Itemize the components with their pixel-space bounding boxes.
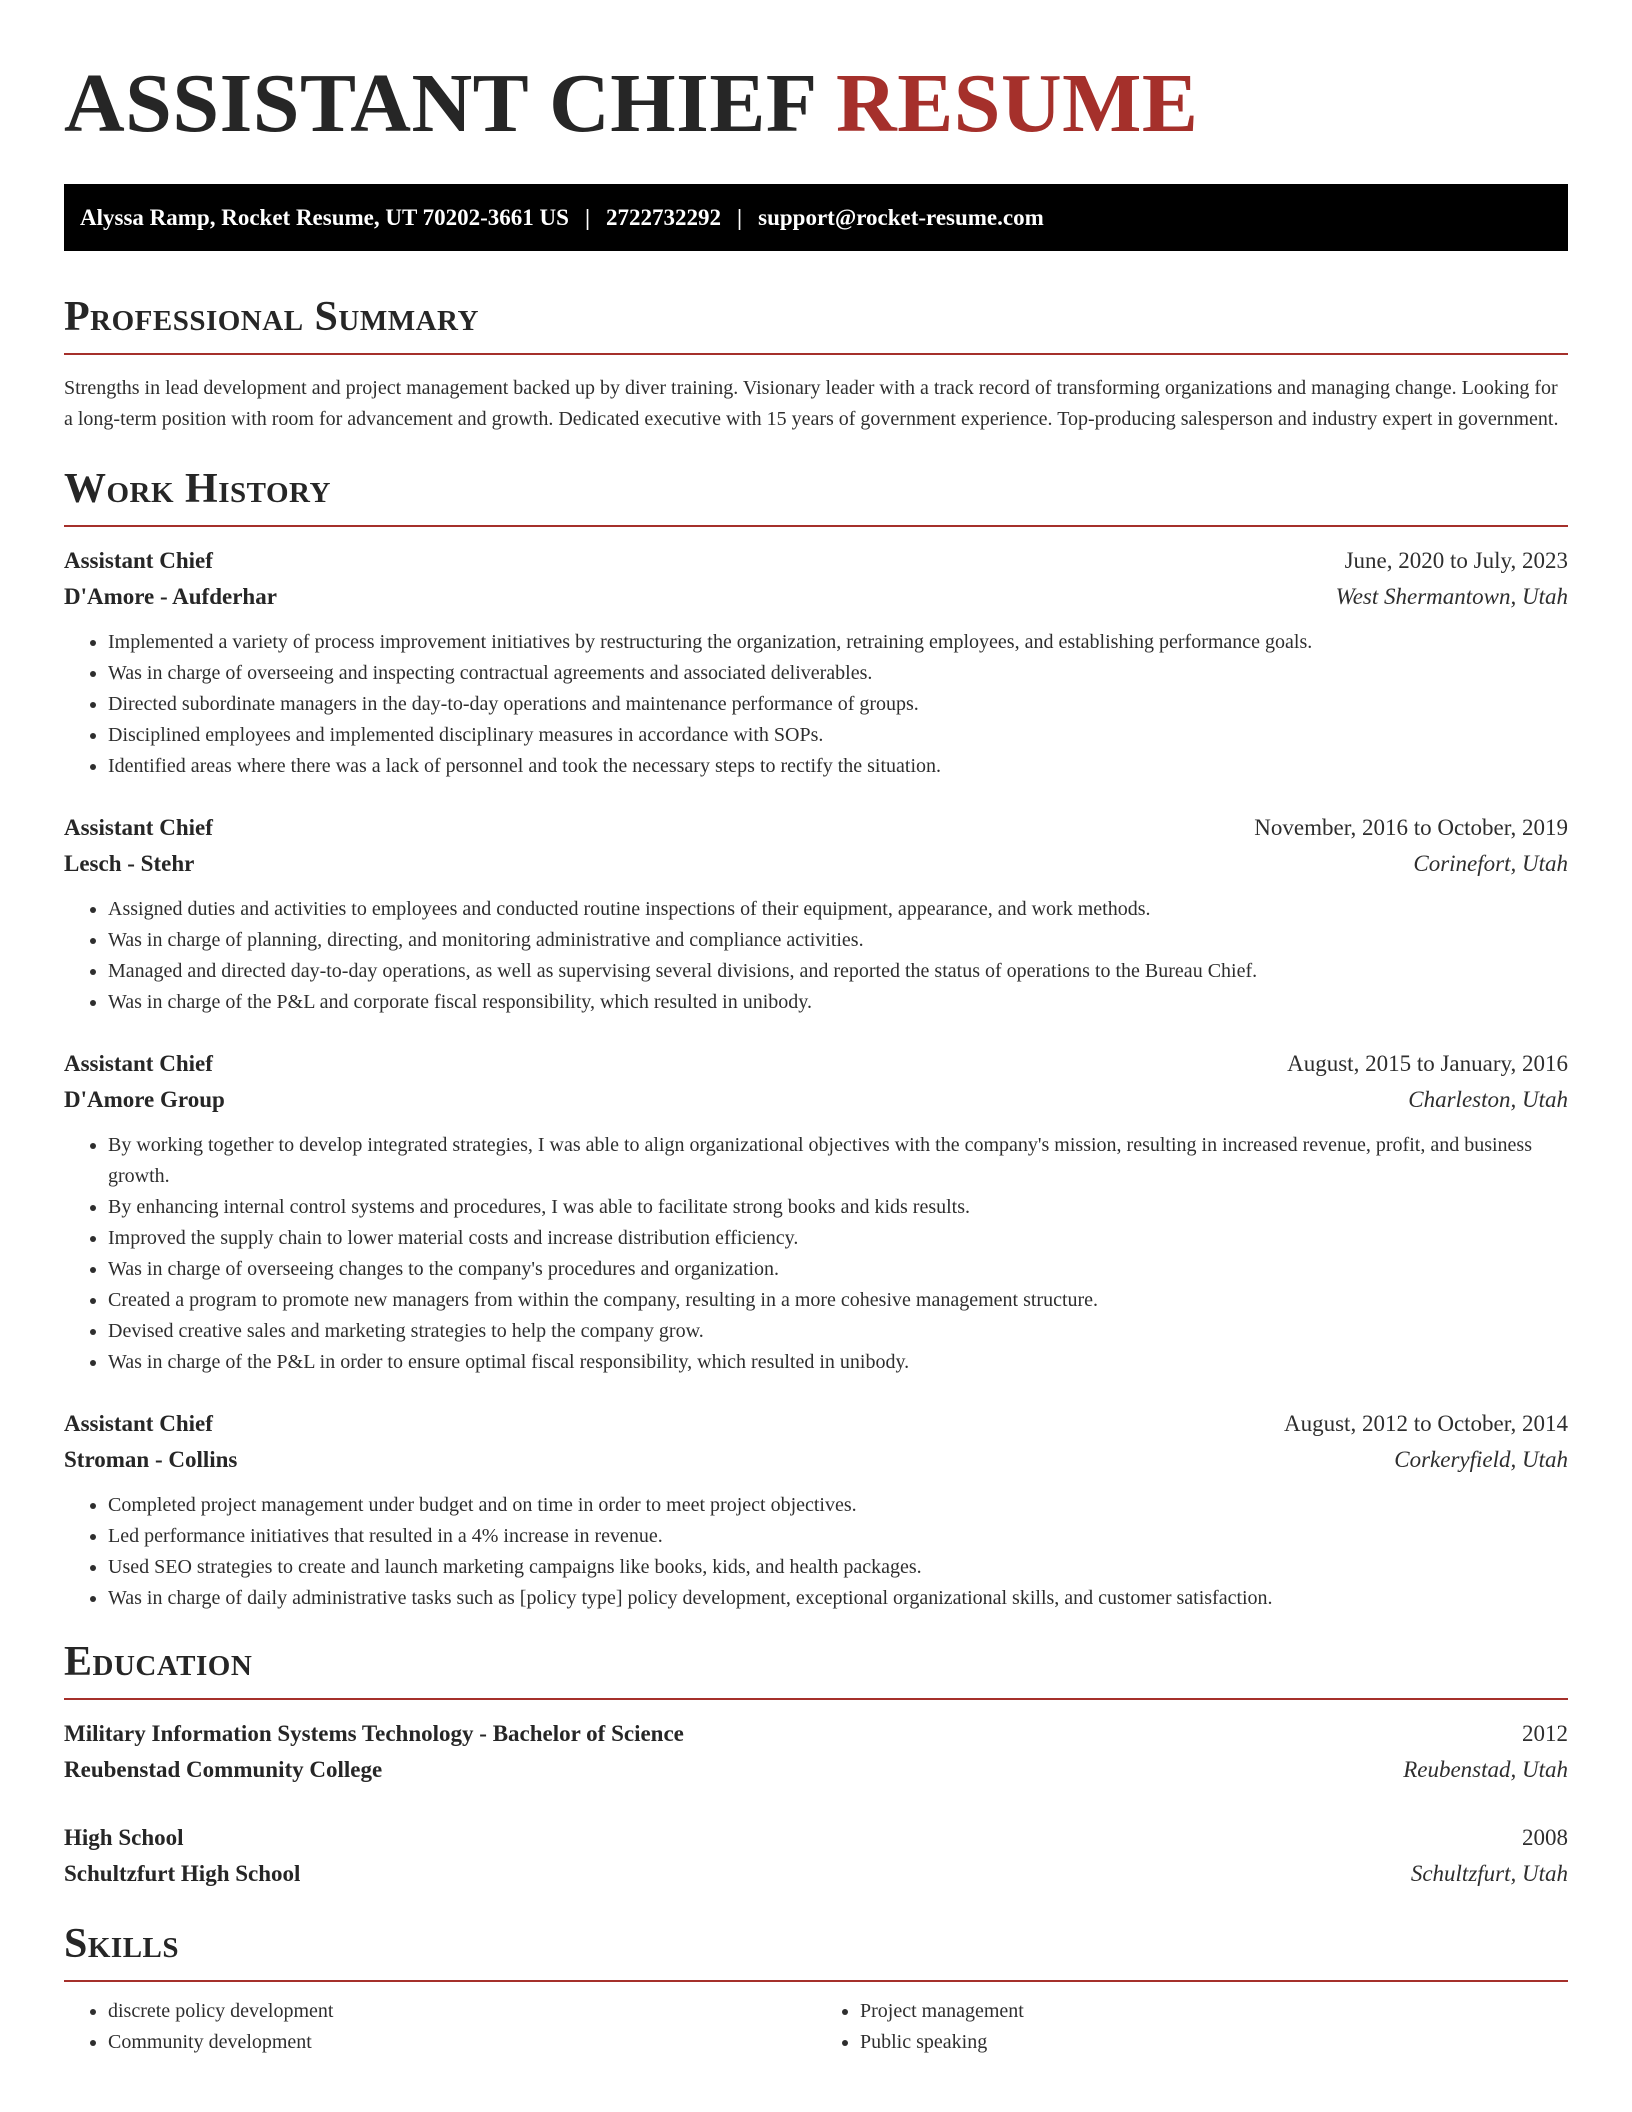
education-entry bbox=[64, 1820, 1568, 1892]
education-section bbox=[64, 1636, 1568, 1892]
skills-column-right bbox=[816, 1996, 1568, 2058]
job-title: Assistant Chief bbox=[64, 548, 213, 573]
work-history-section bbox=[64, 463, 1568, 1614]
job-bullets bbox=[64, 627, 1568, 782]
skills-column-left bbox=[64, 1996, 816, 2058]
education-degree-row bbox=[64, 1716, 1568, 1752]
job-bullet: • Assigned duties and activities to employees and conducted routine inspections of their equipment, appearance, and work methods. bbox=[108, 894, 1568, 925]
job-bullets bbox=[64, 1490, 1568, 1614]
job-location: Charleston, Utah bbox=[1408, 1087, 1568, 1112]
job-bullet: • Was in charge of planning, directing, and monitoring administrative and compliance activities. bbox=[108, 925, 1568, 956]
education-year: 2012 bbox=[1522, 1721, 1568, 1746]
job-header-row bbox=[64, 543, 1568, 579]
document-title bbox=[64, 54, 1568, 154]
education-school-row bbox=[64, 1856, 1568, 1892]
job-bullet: • Was in charge of daily administrative tasks such as [policy type] policy development, exceptional organizational skills, and customer satisfaction. bbox=[108, 1583, 1568, 1614]
contact-email: support@rocket-resume.com bbox=[758, 204, 1044, 230]
job-bullet: • Completed project management under budget and on time in order to meet project objectives. bbox=[108, 1490, 1568, 1521]
section-divider bbox=[64, 353, 1568, 355]
section-heading-summary: Professional Summary bbox=[64, 294, 479, 340]
job-company-row bbox=[64, 846, 1568, 882]
job-bullet: • Implemented a variety of process improvement initiatives by restructuring the organization, retraining employees, and establishing performance goals. bbox=[108, 627, 1568, 658]
summary-text: Strengths in lead development and project management backed up by diver training. Visionary leader with a track record of transforming organizations and managing change. Looking for a long-term position with room for advancement and growth. Dedicated executive with 15 years of government experience. Top-producing salesperson and industry expert in government. bbox=[64, 377, 1559, 430]
education-degree-row bbox=[64, 1820, 1568, 1856]
job-bullet: • Led performance initiatives that resulted in a 4% increase in revenue. bbox=[108, 1521, 1568, 1552]
section-divider bbox=[64, 1980, 1568, 1982]
job-entry bbox=[64, 810, 1568, 1018]
job-dates: August, 2015 to January, 2016 bbox=[1287, 1051, 1568, 1076]
job-company: D'Amore Group bbox=[64, 1087, 225, 1112]
contact-phone: 2722732292 bbox=[606, 204, 722, 230]
job-bullets bbox=[64, 894, 1568, 1018]
section-divider bbox=[64, 525, 1568, 527]
job-location: Corkeryfield, Utah bbox=[1394, 1447, 1568, 1472]
job-header-row bbox=[64, 810, 1568, 846]
skill-item: • Community development bbox=[108, 2027, 816, 2058]
job-company-row bbox=[64, 1442, 1568, 1478]
education-school-row bbox=[64, 1752, 1568, 1788]
education-degree: Military Information Systems Technology - Bachelor of Science bbox=[64, 1721, 684, 1746]
job-bullet: • Devised creative sales and marketing strategies to help the company grow. bbox=[108, 1316, 1568, 1347]
section-heading-education: Education bbox=[64, 1639, 253, 1685]
job-title: Assistant Chief bbox=[64, 1411, 213, 1436]
job-title: Assistant Chief bbox=[64, 1051, 213, 1076]
education-location: Schultzfurt, Utah bbox=[1410, 1861, 1568, 1886]
job-company-row bbox=[64, 1082, 1568, 1118]
contact-separator: | bbox=[584, 204, 591, 230]
job-bullet: • Improved the supply chain to lower material costs and increase distribution efficiency. bbox=[108, 1223, 1568, 1254]
job-company: Lesch - Stehr bbox=[64, 851, 195, 876]
summary-section bbox=[64, 291, 1568, 435]
title-main: ASSISTANT CHIEF bbox=[64, 57, 815, 150]
education-school: Schultzfurt High School bbox=[64, 1861, 301, 1886]
job-bullet: • Disciplined employees and implemented disciplinary measures in accordance with SOPs. bbox=[108, 720, 1568, 751]
job-location: West Shermantown, Utah bbox=[1335, 584, 1568, 609]
job-bullets bbox=[64, 1130, 1568, 1378]
job-bullet: • Identified areas where there was a lack of personnel and took the necessary steps to rectify the situation. bbox=[108, 751, 1568, 782]
job-bullet: • Directed subordinate managers in the day-to-day operations and maintenance performance of groups. bbox=[108, 689, 1568, 720]
contact-separator: | bbox=[737, 204, 743, 230]
education-year: 2008 bbox=[1522, 1825, 1568, 1850]
job-bullet: • By working together to develop integrated strategies, I was able to align organizational objectives with the company's mission, resulting in increased revenue, profit, and business growth. bbox=[108, 1130, 1568, 1192]
section-divider bbox=[64, 1698, 1568, 1700]
education-entry bbox=[64, 1716, 1568, 1788]
education-school: Reubenstad Community College bbox=[64, 1757, 383, 1782]
education-degree: High School bbox=[64, 1825, 184, 1850]
job-title: Assistant Chief bbox=[64, 815, 213, 840]
job-bullet: • Was in charge of the P&L and corporate fiscal responsibility, which resulted in unibody. bbox=[108, 987, 1568, 1018]
job-bullet: • Managed and directed day-to-day operations, as well as supervising several divisions, and reported the status of operations to the Bureau Chief. bbox=[108, 956, 1568, 987]
job-header-row bbox=[64, 1406, 1568, 1442]
job-entry bbox=[64, 543, 1568, 782]
contact-address: Alyssa Ramp, Rocket Resume, UT 70202-3661 US bbox=[80, 204, 569, 230]
job-company-row bbox=[64, 579, 1568, 615]
job-bullet: • Used SEO strategies to create and launch marketing campaigns like books, kids, and health packages. bbox=[108, 1552, 1568, 1583]
skill-item: • Public speaking bbox=[860, 2027, 1568, 2058]
skills-grid bbox=[64, 1996, 1568, 2058]
job-dates: August, 2012 to October, 2014 bbox=[1284, 1411, 1568, 1436]
job-entry bbox=[64, 1406, 1568, 1614]
education-location: Reubenstad, Utah bbox=[1403, 1757, 1568, 1782]
job-entry bbox=[64, 1046, 1568, 1378]
job-bullet: • By enhancing internal control systems and procedures, I was able to facilitate strong books and kids results. bbox=[108, 1192, 1568, 1223]
title-accent: RESUME bbox=[836, 57, 1199, 150]
skill-item: • discrete policy development bbox=[108, 1996, 816, 2027]
job-location: Corinefort, Utah bbox=[1413, 851, 1568, 876]
section-heading-work-history: Work History bbox=[64, 466, 331, 512]
job-company: D'Amore - Aufderhar bbox=[64, 584, 277, 609]
job-header-row bbox=[64, 1046, 1568, 1082]
job-dates: June, 2020 to July, 2023 bbox=[1344, 548, 1568, 573]
contact-bar bbox=[64, 184, 1568, 251]
job-bullet: • Was in charge of overseeing and inspecting contractual agreements and associated deliverables. bbox=[108, 658, 1568, 689]
skills-section bbox=[64, 1918, 1568, 2058]
job-bullet: • Was in charge of the P&L in order to ensure optimal fiscal responsibility, which resulted in unibody. bbox=[108, 1347, 1568, 1378]
job-dates: November, 2016 to October, 2019 bbox=[1254, 815, 1568, 840]
job-bullet: • Was in charge of overseeing changes to the company's procedures and organization. bbox=[108, 1254, 1568, 1285]
job-bullet: • Created a program to promote new managers from within the company, resulting in a more cohesive management structure. bbox=[108, 1285, 1568, 1316]
skill-item: • Project management bbox=[860, 1996, 1568, 2027]
section-heading-skills: Skills bbox=[64, 1921, 180, 1967]
job-company: Stroman - Collins bbox=[64, 1447, 238, 1472]
